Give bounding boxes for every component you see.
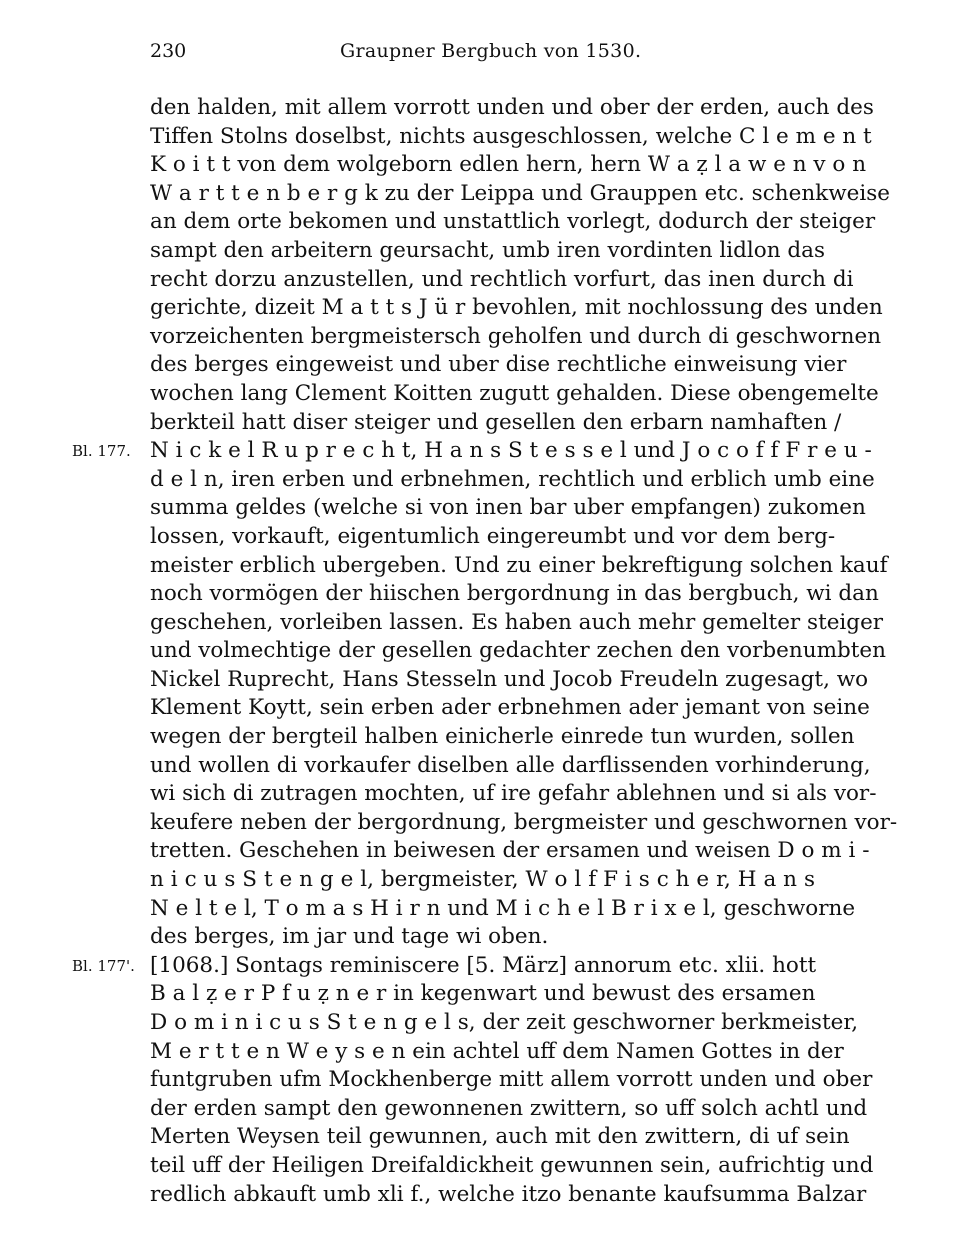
line-text: M e r t t e n W e y s e n ein achtel uff dem Namen Gottes in der — [150, 1038, 844, 1064]
line-text: teil uff der Heiligen Dreifaldickheit gewunnen sein, aufrichtig und — [150, 1152, 874, 1178]
line-text: sampt den arbeitern geursacht, umb iren vordinten lidlon das — [150, 237, 826, 263]
text-line — [150, 609, 884, 638]
line-text: summa geldes (welche si von inen bar uber empfangen) zukomen — [150, 495, 866, 521]
line-text: vorzeichenten bergmeistersch geholfen und durch di geschwornen — [150, 323, 882, 349]
text-line — [150, 866, 815, 895]
line-text: B a l ẓ e r P f u ẓ n e r in kegenwart und bewust des ersamen — [150, 981, 816, 1007]
text-line — [150, 980, 815, 1009]
line-text: Klement Koytt, sein erben ader erbnehmen ader jemant von seine — [150, 695, 870, 721]
text-line — [150, 780, 877, 809]
line-text: redlich abkauft umb xli f., welche itzo benante kaufsumma Balzar — [150, 1181, 867, 1207]
line-text: und volmechtige der gesellen gedachter zechen den vorbenumbten — [150, 638, 886, 664]
text-line — [150, 123, 872, 152]
line-text: den halden, mit allem vorrott unden und ober der erden, auch des — [150, 95, 874, 120]
text-line — [150, 523, 836, 552]
text-line — [150, 1009, 859, 1038]
text-line — [150, 1066, 873, 1095]
text-line — [72, 437, 872, 466]
line-text: [1068.] Sontags reminiscere [5. März] annorum etc. xlii. hott — [150, 952, 817, 978]
text-line — [150, 752, 871, 781]
line-text: D o m i n i c u s S t e n g e l s, der zeit geschworner berkmeister, — [150, 1010, 859, 1035]
line-text: Tiffen Stolns doselbst, nichts ausgeschlossen, welche C l e m e n t — [150, 123, 872, 149]
text-line — [150, 895, 856, 924]
line-text: gerichte, dizeit M a t t s J ü r bevohlen, mit nochlossung des unden — [150, 295, 883, 321]
text-line — [150, 1095, 868, 1124]
line-text: N e l t e l, T o m a s H i r n und M i c h e l B r i x e l, geschworne — [150, 895, 856, 921]
text-line — [150, 466, 875, 495]
line-text: berkteil hatt diser steiger und gesellen den erbarn namhaften / — [150, 409, 842, 435]
line-text: wegen der bergteil halben einicherle einrede tun wurden, sollen — [150, 724, 855, 750]
margin-reference: Bl. 177'. — [72, 956, 135, 975]
running-title: Graupner Bergbuch von 1530. — [340, 40, 642, 62]
text-line — [150, 1152, 874, 1181]
line-text: d e l n, iren erben und erbnehmen, rechtlich und erblich umb eine — [150, 466, 875, 492]
text-line — [150, 637, 886, 666]
line-text: tretten. Geschehen in beiwesen der ersamen und weisen D o m i - — [150, 838, 870, 864]
line-text: der erden sampt den gewonnenen zwittern, so uff solch achtl und — [150, 1095, 868, 1121]
line-text: wi sich di zutragen mochten, uf ire gefahr ablehnen und si als vor- — [150, 781, 877, 807]
text-line — [150, 1181, 867, 1210]
text-line — [150, 351, 847, 380]
text-line — [150, 580, 879, 609]
line-text: des berges eingeweist und uber dise rechtliche einweisung vier — [150, 352, 847, 378]
line-text: keufere neben der bergordnung, bergmeister und geschwornen vor- — [150, 809, 898, 835]
line-text: n i c u s S t e n g e l, bergmeister, W o l f F i s c h e r, H a n s — [150, 867, 815, 893]
text-line — [150, 809, 898, 838]
running-head — [150, 40, 815, 72]
line-text: lossen, vorkauft, eigentumlich eingereumbt und vor dem berg- — [150, 523, 836, 549]
line-text: meister erblich ubergeben. Und zu einer bekreftigung solchen kauf — [150, 552, 888, 578]
body-text — [72, 94, 898, 1209]
line-text: K o i t t von dem wolgeborn edlen hern, hern W a ẓ l a w e n v o n — [150, 152, 867, 178]
text-line — [150, 694, 870, 723]
margin-reference: Bl. 177. — [72, 442, 131, 461]
text-line — [150, 666, 869, 695]
line-text: noch vormögen der hiischen bergordnung in das bergbuch, wi dan — [150, 581, 879, 607]
line-text: N i c k e l R u p r e c h t, H a n s S t e s s e l und J o c o f f F r e u - — [150, 438, 872, 464]
text-line — [150, 180, 890, 209]
line-text: funtgruben ufm Mockhenberge mitt allem vorrott unden und ober — [150, 1067, 873, 1093]
text-line — [150, 1123, 850, 1152]
line-text: Nickel Ruprecht, Hans Stesseln und Jocob Freudeln zugesagt, wo — [150, 666, 869, 692]
line-text: Merten Weysen teil gewunnen, auch mit den zwittern, di uf sein — [150, 1124, 850, 1150]
text-line — [150, 237, 826, 266]
line-text: wochen lang Clement Koitten zugutt gehalden. Diese obengemelte — [150, 380, 879, 406]
text-line — [150, 294, 883, 323]
text-line — [150, 380, 879, 409]
text-line — [150, 151, 867, 180]
text-line — [150, 723, 855, 752]
line-text: des berges, im jar und tage wi oben. — [150, 924, 549, 950]
text-line — [150, 266, 854, 295]
text-line — [150, 552, 888, 581]
text-line — [150, 323, 882, 352]
line-text: und wollen di vorkaufer diselben alle darflissenden vorhinderung, — [150, 752, 871, 778]
line-text: an dem orte bekomen und unstattlich vorlegt, dodurch der steiger — [150, 209, 876, 235]
text-line — [150, 1038, 844, 1067]
text-line — [150, 494, 866, 523]
text-line — [150, 208, 876, 237]
page-number: 230 — [150, 40, 187, 62]
text-line — [72, 952, 817, 981]
text-line — [150, 923, 815, 952]
line-text: W a r t t e n b e r g k zu der Leippa und Grauppen etc. schenkweise — [150, 180, 890, 206]
text-line — [150, 94, 874, 123]
line-text: recht dorzu anzustellen, und rechtlich vorfurt, das inen durch di — [150, 266, 854, 292]
text-line — [150, 409, 842, 438]
text-line — [150, 837, 870, 866]
line-text: geschehen, vorleiben lassen. Es haben auch mehr gemelter steiger — [150, 609, 884, 635]
